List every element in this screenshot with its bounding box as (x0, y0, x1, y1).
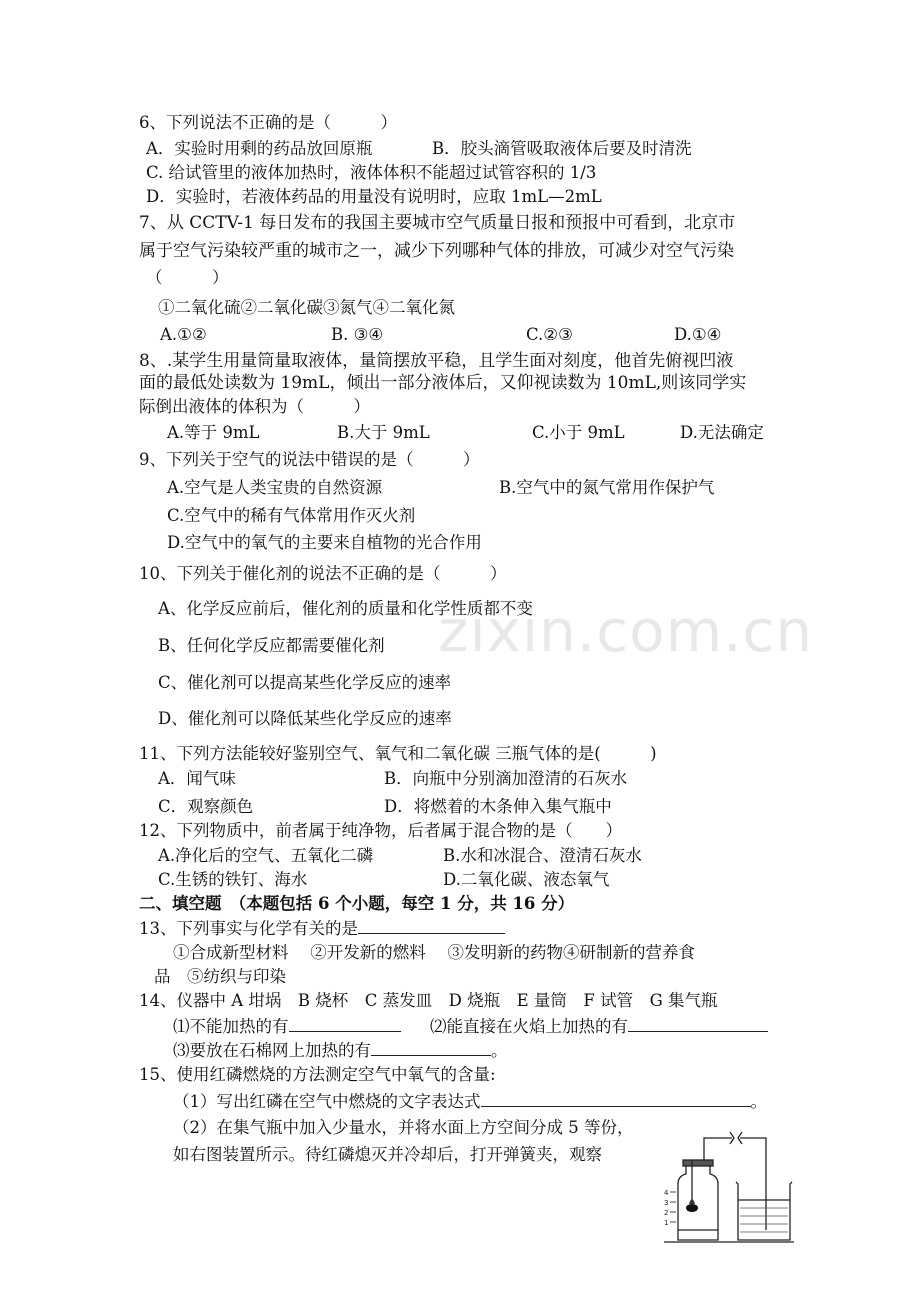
q14-part1-blank[interactable] (289, 1015, 401, 1032)
q14-part3-row (173, 1039, 508, 1062)
q8-option-c: C.小于 9mL (532, 423, 625, 442)
q15-part2-line1: （2）在集气瓶中加入少量水，并将水面上方空间分成 5 等份， (173, 1118, 634, 1137)
q10-option-d: D、催化剂可以降低某些化学反应的速率 (158, 709, 452, 728)
scale-label-3: 3 (664, 1199, 669, 1207)
q15-part1-end: 。 (750, 1092, 767, 1111)
red-phosphorus (686, 1204, 698, 1212)
q14-part1-label: ⑴不能加热的有 (173, 1017, 289, 1036)
q7-stem-line1: 7、从 CCTV-1 每日发布的我国主要城市空气质量日报和预报中可看到，北京市 (139, 213, 736, 233)
q14-stem: 14、仪器中 A 坩埚 B 烧杯 C 蒸发皿 D 烧瓶 E 量筒 F 试管 G 集气瓶 (139, 991, 718, 1010)
q13-items-line2: 品 ⑤纺织与印染 (154, 967, 286, 986)
q7-stem-line3: （ ） (146, 268, 229, 287)
connecting-tube-left (704, 1138, 732, 1160)
q8-stem-line3: 际倒出液体的体积为（ ） (139, 397, 370, 416)
q15-part1-blank[interactable] (481, 1090, 751, 1107)
q6-option-d: D．实验时，若液体药品的用量没有说明时，应取 1mL—2mL (146, 187, 602, 206)
q10-stem: 10、下列关于催化剂的说法不正确的是（ ） (139, 564, 507, 583)
q13-answer-blank[interactable] (358, 917, 505, 934)
q10-option-a: A、化学反应前后，催化剂的质量和化学性质都不变 (158, 599, 533, 618)
q14-part3-end: 。 (491, 1041, 508, 1060)
q9-option-b: B.空气中的氮气常用作保护气 (499, 478, 715, 497)
q14-part2-row (430, 1015, 768, 1038)
beaker (736, 1182, 792, 1240)
q8-option-a: A.等于 9mL (167, 423, 260, 442)
q8-stem-line2: 面的最低处读数为 19mL，倾出一部分液体后，又仰视读数为 10mL,则该同学实 (139, 373, 747, 393)
q15-part1-label: （1）写出红磷在空气中燃烧的文字表达式 (173, 1092, 481, 1111)
q12-option-c: C.生锈的铁钉、海水 (158, 870, 308, 889)
q12-option-b: B.水和冰混合、澄清石灰水 (443, 846, 642, 865)
q13-stem-row (139, 917, 505, 940)
q9-option-c: C.空气中的稀有气体常用作灭火剂 (167, 506, 416, 525)
q10-option-c: C、催化剂可以提高某些化学反应的速率 (158, 673, 452, 692)
q12-option-a: A.净化后的空气、五氧化二磷 (158, 846, 374, 865)
q11-option-a: A．闻气味 (158, 769, 236, 788)
q14-part3-label: ⑶要放在石棉网上加热的有 (173, 1041, 371, 1060)
q13-stem: 13、下列事实与化学有关的是 (139, 919, 358, 938)
rubber-stopper (683, 1160, 713, 1166)
q9-option-d: D.空气中的氧气的主要来自植物的光合作用 (167, 533, 482, 552)
q7-items: ①二氧化硫②二氧化碳③氮气④二氧化氮 (158, 298, 455, 317)
scale-label-2: 2 (664, 1209, 669, 1217)
q7-stem-line2: 属于空气污染较严重的城市之一，减少下列哪种气体的排放，可减少对空气污染 (139, 241, 734, 261)
q12-stem: 12、下列物质中，前者属于纯净物，后者属于混合物的是（ ） (139, 821, 622, 840)
red-phosphorus-apparatus-figure (662, 1120, 798, 1250)
q6-option-c: C. 给试管里的液体加热时，液体体积不能超过试管容积的 1/3 (146, 163, 597, 182)
q9-option-a: A.空气是人类宝贵的自然资源 (167, 478, 383, 497)
q8-option-b: B.大于 9mL (337, 423, 430, 442)
q8-stem-line1: 8、.某学生用量筒量取液体，量筒摆放平稳，且学生面对刻度，他首先俯视凹液 (139, 351, 734, 371)
q14-part2-label: ⑵能直接在火焰上加热的有 (430, 1017, 628, 1036)
q9-stem: 9、下列关于空气的说法中错误的是（ ） (139, 450, 480, 469)
watermark: zixin.com.cn (438, 597, 814, 665)
q7-option-c: C.②③ (526, 325, 573, 344)
q7-option-b: B. ③④ (331, 325, 384, 344)
q14-part3-blank[interactable] (371, 1039, 491, 1056)
scale-label-1: 1 (664, 1219, 669, 1227)
section-title: 二、填空题 （本题包括 6 个小题，每空 1 分，共 16 分） (139, 894, 575, 913)
q15-part1-row (173, 1090, 767, 1113)
q10-option-b: B、任何化学反应都需要催化剂 (158, 636, 385, 655)
q6-option-b: B．胶头滴管吸取液体后要及时清洗 (432, 139, 692, 158)
q14-part1-row (173, 1015, 401, 1038)
q6-stem: 6、下列说法不正确的是（ ） (139, 113, 397, 132)
scale-label-4: 4 (664, 1189, 669, 1197)
q11-stem: 11、下列方法能较好鉴别空气、氧气和二氧化碳 三瓶气体的是( ) (139, 744, 657, 763)
q11-option-c: C．观察颜色 (158, 797, 254, 816)
q13-items-line1: ①合成新型材料 ②开发新的燃料 ③发明新的药物④研制新的营养食 (173, 943, 695, 962)
q15-stem: 15、使用红磷燃烧的方法测定空气中氧气的含量: (139, 1065, 496, 1084)
flame-icon (689, 1199, 695, 1204)
q7-option-a: A.①② (160, 325, 207, 344)
gas-bottle (678, 1164, 718, 1240)
q6-option-a: A．实验时用剩的药品放回原瓶 (146, 139, 373, 158)
q11-option-d: D．将燃着的木条伸入集气瓶中 (384, 797, 612, 816)
q11-option-b: B．向瓶中分别滴加澄清的石灰水 (384, 769, 628, 788)
q15-part2-line2: 如右图装置所示。待红磷熄灭并冷却后，打开弹簧夹，观察 (173, 1145, 602, 1164)
q7-option-d: D.①④ (674, 325, 722, 344)
q8-option-d: D.无法确定 (680, 423, 764, 442)
q12-option-d: D.二氧化碳、液态氧气 (443, 870, 610, 889)
q14-part2-blank[interactable] (628, 1015, 768, 1032)
